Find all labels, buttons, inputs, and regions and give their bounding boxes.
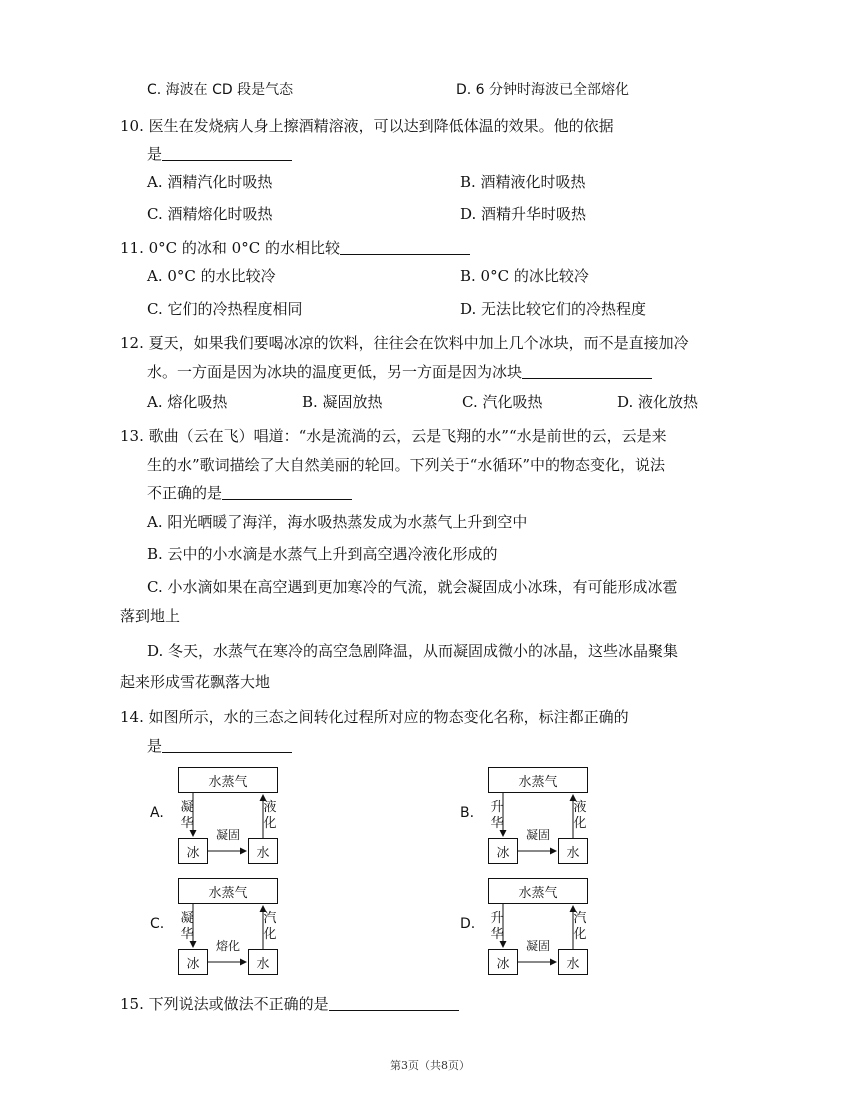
vapor-box: 水蒸气 [178,767,278,793]
q10-option-c: C. 酒精熔化时吸热 [147,205,273,223]
left-arrow-label: 升华 [490,800,504,831]
answer-blank [329,996,459,1011]
left-arrow-label: 凝华 [180,911,194,942]
answer-blank [162,738,292,753]
q10-stem-line2: 是 [147,144,292,164]
ice-box: 冰 [488,949,518,975]
q9-option-d: D. 6 分钟时海波已全部熔化 [456,82,630,98]
q12-option-c: C. 汽化吸热 [462,393,543,411]
q13-option-d-line2: 起来形成雪花飘落大地 [120,673,271,691]
vapor-box: 水蒸气 [488,878,588,904]
q10-option-a: A. 酒精汽化时吸热 [147,173,273,191]
right-arrow-label: 汽化 [263,911,277,942]
q13-stem-line2: 生的水”歌词描绘了大自然美丽的轮回。下列关于“水循环”中的物态变化，说法 [147,456,666,474]
bottom-arrow-label: 凝固 [215,828,240,842]
diagram-option-c [150,878,350,990]
right-arrow-label: 汽化 [573,911,587,942]
left-arrow-label: 升华 [490,911,504,942]
water-box: 水 [558,838,588,864]
right-arrow-label: 液化 [263,800,277,831]
q12-option-b: B. 凝固放热 [302,393,383,411]
diagram-option-d [460,878,660,990]
answer-blank [222,485,352,500]
q13-stem-line1: 13. 歌曲（云在飞）唱道：“水是流淌的云，云是飞翔的水”“水是前世的云，云是来 [120,427,667,445]
diagram-option-b [460,767,660,879]
water-box: 水 [248,838,278,864]
bottom-arrow-label: 凝固 [525,939,550,953]
q10-stem-line1: 10. 医生在发烧病人身上擦酒精溶液，可以达到降低体温的效果。他的依据 [120,117,614,135]
q10-option-b: B. 酒精液化时吸热 [460,173,586,191]
q10-option-d: D. 酒精升华时吸热 [460,205,587,223]
q11-option-b: B. 0°C 的冰比较冷 [460,267,589,285]
answer-blank [522,364,652,379]
q13-option-d-line1: D. 冬天，水蒸气在寒冷的高空急剧降温，从而凝固成微小的冰晶，这些冰晶聚集 [147,642,679,660]
q13-option-c-line1: C. 小水滴如果在高空遇到更加寒冷的气流，就会凝固成小冰珠，有可能形成冰雹 [147,578,678,596]
option-letter: C. [150,916,165,932]
page-footer: 第3页（共8页） [390,1059,470,1072]
option-letter: A. [150,805,164,821]
water-box: 水 [248,949,278,975]
answer-blank [162,146,292,161]
q14-stem-line2: 是 [147,736,292,756]
q11-option-c: C. 它们的冷热程度相同 [147,300,303,318]
q11-stem: 11. 0°C 的冰和 0°C 的水相比较 [120,238,470,258]
bottom-arrow-label: 熔化 [215,939,240,953]
q12-option-a: A. 熔化吸热 [147,393,228,411]
q14-stem-line1: 14. 如图所示，水的三态之间转化过程所对应的物态变化名称，标注都正确的 [120,708,629,726]
q9-option-c: C. 海波在 CD 段是气态 [147,82,294,98]
q11-option-d: D. 无法比较它们的冷热程度 [460,300,647,318]
q15-stem: 15. 下列说法或做法不正确的是 [120,994,459,1014]
q13-option-c-line2: 落到地上 [120,607,181,625]
q12-option-d: D. 液化放热 [617,393,699,411]
right-arrow-label: 液化 [573,800,587,831]
q11-option-a: A. 0°C 的水比较冷 [147,267,276,285]
bottom-arrow-label: 凝固 [525,828,550,842]
q12-stem-line1: 12. 夏天，如果我们要喝冰凉的饮料，往往会在饮料中加上几个冰块，而不是直接加冷 [120,334,689,352]
ice-box: 冰 [178,949,208,975]
q13-stem-line3: 不正确的是 [147,483,352,503]
option-letter: B. [460,805,475,821]
q13-option-b: B. 云中的小水滴是水蒸气上升到高空遇冷液化形成的 [147,545,498,563]
water-box: 水 [558,949,588,975]
vapor-box: 水蒸气 [178,878,278,904]
left-arrow-label: 凝华 [180,800,194,831]
ice-box: 冰 [178,838,208,864]
q12-stem-line2: 水。一方面是因为冰块的温度更低，另一方面是因为冰块 [147,362,652,382]
diagram-option-a [150,767,350,879]
q13-option-a: A. 阳光晒暖了海洋，海水吸热蒸发成为水蒸气上升到空中 [147,513,528,531]
option-letter: D. [460,916,476,932]
answer-blank [340,240,470,255]
ice-box: 冰 [488,838,518,864]
vapor-box: 水蒸气 [488,767,588,793]
